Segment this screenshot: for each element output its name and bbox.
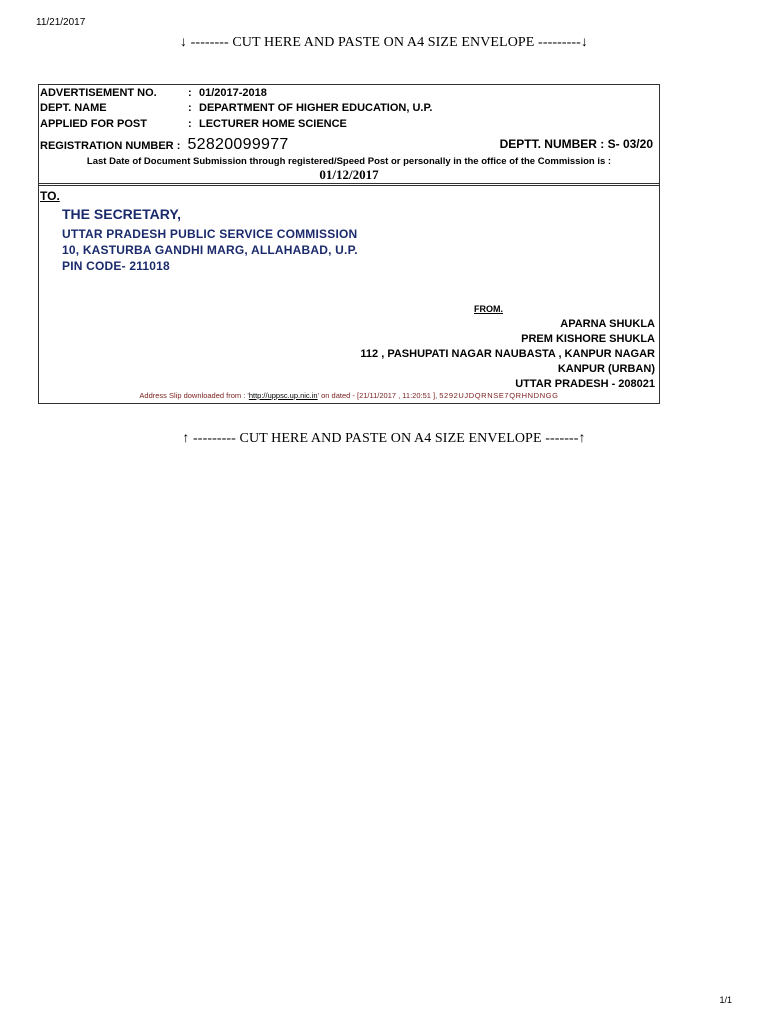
last-date-text: Last Date of Document Submission through registered/Speed Post or personally in the office of the Commission is :	[86, 156, 612, 167]
footer-prefix: Address Slip downloaded from : '	[139, 391, 249, 400]
print-date: 11/21/2017	[36, 17, 86, 28]
from-address-line: PREM KISHORE SHUKLA	[521, 333, 655, 345]
dept-name-colon: :	[188, 102, 192, 114]
from-address-line: 112 , PASHUPATI NAGAR NAUBASTA , KANPUR NAGAR	[360, 348, 655, 360]
to-address	[62, 205, 358, 274]
deptt-number: DEPTT. NUMBER : S- 03/20	[499, 137, 653, 151]
from-address-line: APARNA SHUKLA	[560, 318, 655, 330]
advertisement-row	[40, 87, 267, 99]
from-address	[360, 317, 655, 392]
address-slip	[38, 84, 660, 404]
registration-value: 52820099977	[187, 136, 289, 153]
from-address-line: UTTAR PRADESH - 208021	[515, 378, 655, 390]
footer-link[interactable]: http://uppsc.up.nic.in	[248, 391, 318, 400]
to-name: THE SECRETARY,	[62, 206, 182, 222]
applied-post-colon: :	[188, 118, 192, 130]
applied-post-label: APPLIED FOR POST	[40, 118, 147, 130]
to-address-line: PIN CODE- 211018	[62, 259, 170, 273]
download-footer	[39, 391, 659, 400]
page-number: 1/1	[719, 995, 732, 1005]
advertisement-colon: :	[188, 87, 192, 99]
from-label: FROM.	[474, 304, 503, 314]
advertisement-label: ADVERTISEMENT NO.	[40, 87, 157, 99]
dept-name-row	[40, 102, 432, 114]
registration-colon: :	[176, 140, 181, 152]
registration-label: REGISTRATION NUMBER	[40, 140, 174, 152]
to-address-line: 10, KASTURBA GANDHI MARG, ALLAHABAD, U.P.	[62, 243, 358, 257]
last-date-value: 01/12/2017	[319, 167, 379, 182]
to-address-line: UTTAR PRADESH PUBLIC SERVICE COMMISSION	[62, 227, 358, 241]
dept-name-value: DEPARTMENT OF HIGHER EDUCATION, U.P.	[199, 102, 433, 114]
footer-code: 5292UJDQRNSE7QRHNDNGG	[439, 391, 559, 400]
cut-line-top: ↓ -------- CUT HERE AND PASTE ON A4 SIZE ENVELOPE ---------↓	[179, 35, 589, 50]
from-address-line: KANPUR (URBAN)	[557, 363, 655, 375]
registration-row	[40, 136, 289, 154]
footer-middle: ' on dated - [21/11/2017 , 11:20:51 ],	[317, 391, 440, 400]
dept-name-label: DEPT. NAME	[40, 102, 107, 114]
advertisement-value: 01/2017-2018	[199, 87, 267, 99]
to-label: TO.	[40, 189, 60, 203]
applied-post-value: LECTURER HOME SCIENCE	[199, 118, 347, 130]
double-divider	[39, 183, 659, 186]
cut-line-bottom: ↑ --------- CUT HERE AND PASTE ON A4 SIZE ENVELOPE -------↑	[182, 431, 586, 446]
applied-post-row	[40, 118, 347, 130]
